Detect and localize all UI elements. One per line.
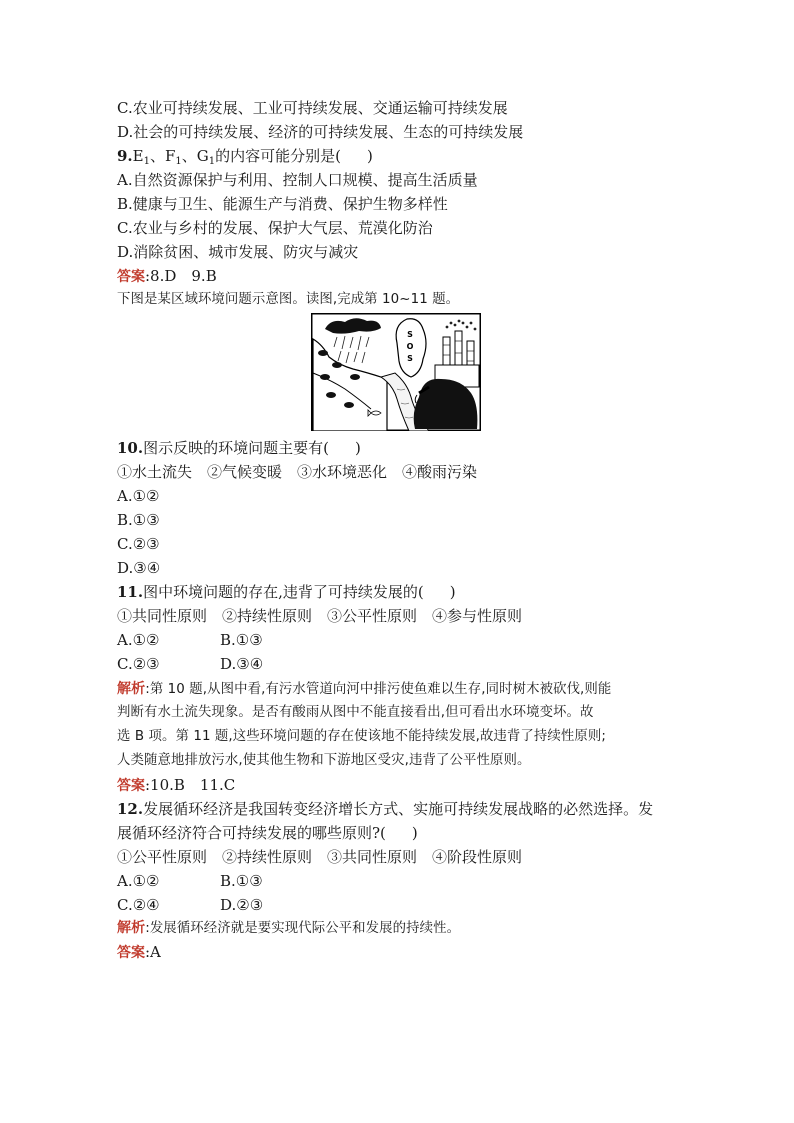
answer-8-9: 答案:8.D 9.B — [117, 267, 217, 285]
answer-10-11: 答案:10.B 11.C — [117, 776, 236, 794]
explanation-10-11-line4: 人类随意地排放污水,使其他生物和下游地区受灾,违背了公平性原则。 — [117, 753, 531, 768]
q9-option-b: B.健康与卫生、能源生产与消费、保护生物多样性 — [117, 195, 448, 213]
answer-label: 答案 — [117, 778, 145, 794]
q8-option-c: C.农业可持续发展、工业可持续发展、交通运输可持续发展 — [117, 99, 508, 117]
q10-option-b: B.①③ — [117, 511, 160, 529]
q10-items: ①水土流失 ②气候变暖 ③水环境恶化 ④酸雨污染 — [117, 463, 478, 481]
q12-option-d: D.②③ — [220, 896, 264, 914]
q9-number: 9. — [117, 147, 133, 165]
q9-option-c: C.农业与乡村的发展、保护大气层、荒漠化防治 — [117, 219, 433, 237]
q10-stem: 10.图示反映的环境问题主要有( ) — [117, 439, 361, 457]
q12-options-row1 — [117, 871, 263, 891]
q12-option-a: A.①② — [117, 872, 160, 890]
answer-label: 答案 — [117, 269, 145, 285]
explanation-10-11-line1: 解析:第 10 题,从图中看,有污水管道向河中排污使鱼难以生存,同时树木被砍伐,则能 — [117, 681, 612, 697]
q12-number: 12. — [117, 800, 144, 818]
q12-option-c: C.②④ — [117, 896, 160, 914]
q11-options-row1 — [117, 630, 263, 650]
q12-option-b: B.①③ — [220, 872, 263, 890]
intro-10-11: 下图是某区域环境问题示意图。读图,完成第 10~11 题。 — [117, 292, 460, 307]
explanation-label: 解析 — [117, 920, 146, 936]
answer-12: 答案:A — [117, 943, 161, 961]
q11-option-b: B.①③ — [220, 631, 263, 649]
q12-stem-line1: 12.发展循环经济是我国转变经济增长方式、实施可持续发展战略的必然选择。发 — [117, 800, 654, 818]
q9-option-a: A.自然资源保护与利用、控制人口规模、提高生活质量 — [117, 171, 478, 189]
q9-stem: $9.E_1$、$F_1$、$G_1$的内容可能分别是( ) — [117, 147, 373, 167]
q10-number: 10. — [117, 439, 144, 457]
q11-number: 11. — [117, 583, 144, 601]
q11-stem: 11.图中环境问题的存在,违背了可持续发展的( ) — [117, 583, 456, 601]
q10-option-c: C.②③ — [117, 535, 160, 553]
explanation-10-11-line3: 选 B 项。第 11 题,这些环境问题的存在使该地不能持续发展,故违背了持续性原则; — [117, 729, 606, 744]
q12-options-row2 — [117, 895, 264, 915]
answer-label: 答案 — [117, 945, 145, 961]
q10-option-a: A.①② — [117, 487, 160, 505]
environment-problem-figure — [311, 313, 481, 431]
q12-stem-line2: 展循环经济符合可持续发展的哪些原则?( ) — [117, 824, 418, 842]
q11-items: ①共同性原则 ②持续性原则 ③公平性原则 ④参与性原则 — [117, 607, 523, 625]
q8-option-d: D.社会的可持续发展、经济的可持续发展、生态的可持续发展 — [117, 123, 524, 141]
sos-letter-3: S — [407, 354, 413, 363]
q10-option-d: D.③④ — [117, 559, 161, 577]
explanation-label: 解析 — [117, 681, 146, 697]
q12-items: ①公平性原则 ②持续性原则 ③共同性原则 ④阶段性原则 — [117, 848, 523, 866]
q11-option-d: D.③④ — [220, 655, 264, 673]
q9-option-d: D.消除贫困、城市发展、防灾与减灾 — [117, 243, 359, 261]
q11-option-c: C.②③ — [117, 655, 160, 673]
sos-letter-2: O — [406, 342, 414, 351]
sos-letter-1: S — [407, 330, 413, 339]
explanation-10-11-line2: 判断有水土流失现象。是否有酸雨从图中不能直接看出,但可看出水环境变坏。故 — [117, 705, 594, 720]
explanation-12: 解析:发展循环经济就是要实现代际公平和发展的持续性。 — [117, 920, 461, 936]
q11-options-row2 — [117, 654, 264, 674]
q11-option-a: A.①② — [117, 631, 160, 649]
